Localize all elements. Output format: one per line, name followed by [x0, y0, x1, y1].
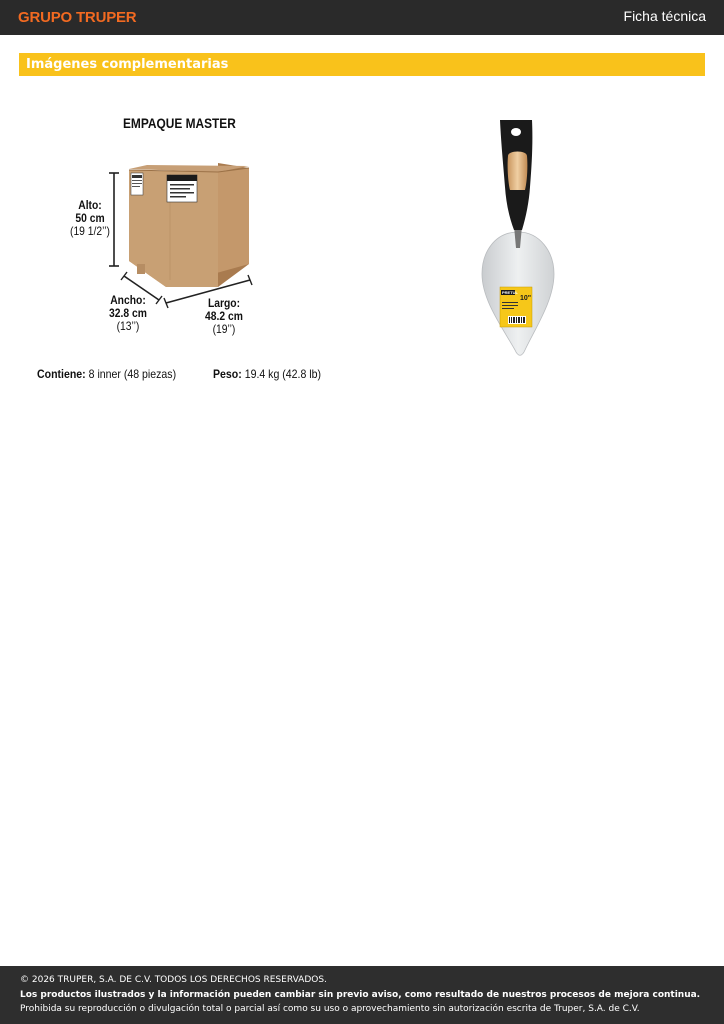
footer: [0, 966, 724, 1024]
width-dimension: [104, 294, 152, 333]
product-image: [470, 112, 570, 366]
length-cm: 48.2 cm: [205, 309, 243, 323]
length-dimension: [200, 297, 248, 336]
width-label: Ancho:: [110, 293, 146, 307]
header-bar: [0, 0, 724, 35]
height-in: (19 1/2’’): [70, 224, 110, 238]
width-in: (13’’): [116, 319, 140, 333]
document-title: Ficha técnica: [623, 8, 706, 24]
contents-label: Contiene:: [37, 367, 86, 381]
length-label: Largo:: [207, 296, 241, 310]
footer-prohibition: Prohibida su reproducción o divulgación total o parcial así como su uso o aprovechamiento sin autorización escrita de Truper, S.A. de C.V.: [20, 1004, 640, 1014]
height-label: Alto:: [78, 198, 102, 212]
label-size: 10": [520, 295, 532, 302]
master-pack-figure: [30, 110, 340, 390]
trowel-illustration: [470, 112, 570, 362]
height-dimension: [66, 199, 114, 238]
footer-copyright: © 2026 TRUPER, S.A. DE C.V. TODOS LOS DERECHOS RESERVADOS.: [20, 975, 327, 985]
height-cm: 50 cm: [75, 211, 105, 225]
label-brand: PRETUL: [502, 290, 518, 295]
section-header: [19, 53, 705, 76]
contents-info: [37, 367, 176, 381]
width-cm: 32.8 cm: [109, 306, 147, 320]
length-in: (19’’): [212, 322, 236, 336]
master-box-illustration: [30, 110, 340, 390]
section-title: Imágenes complementarias: [26, 57, 229, 72]
footer-notice: Los productos ilustrados y la información pueden cambiar sin previo aviso, como resultado de nuestros procesos de mejora continua.: [20, 990, 701, 1000]
weight-info: [213, 367, 321, 381]
brand-logo: GRUPO TRUPER: [18, 9, 137, 26]
master-pack-title: EMPAQUE MASTER: [123, 115, 236, 131]
weight-label: Peso:: [213, 367, 242, 381]
contents-value: 8 inner (48 piezas): [85, 367, 177, 381]
weight-value: 19.4 kg (42.8 lb): [241, 367, 322, 381]
